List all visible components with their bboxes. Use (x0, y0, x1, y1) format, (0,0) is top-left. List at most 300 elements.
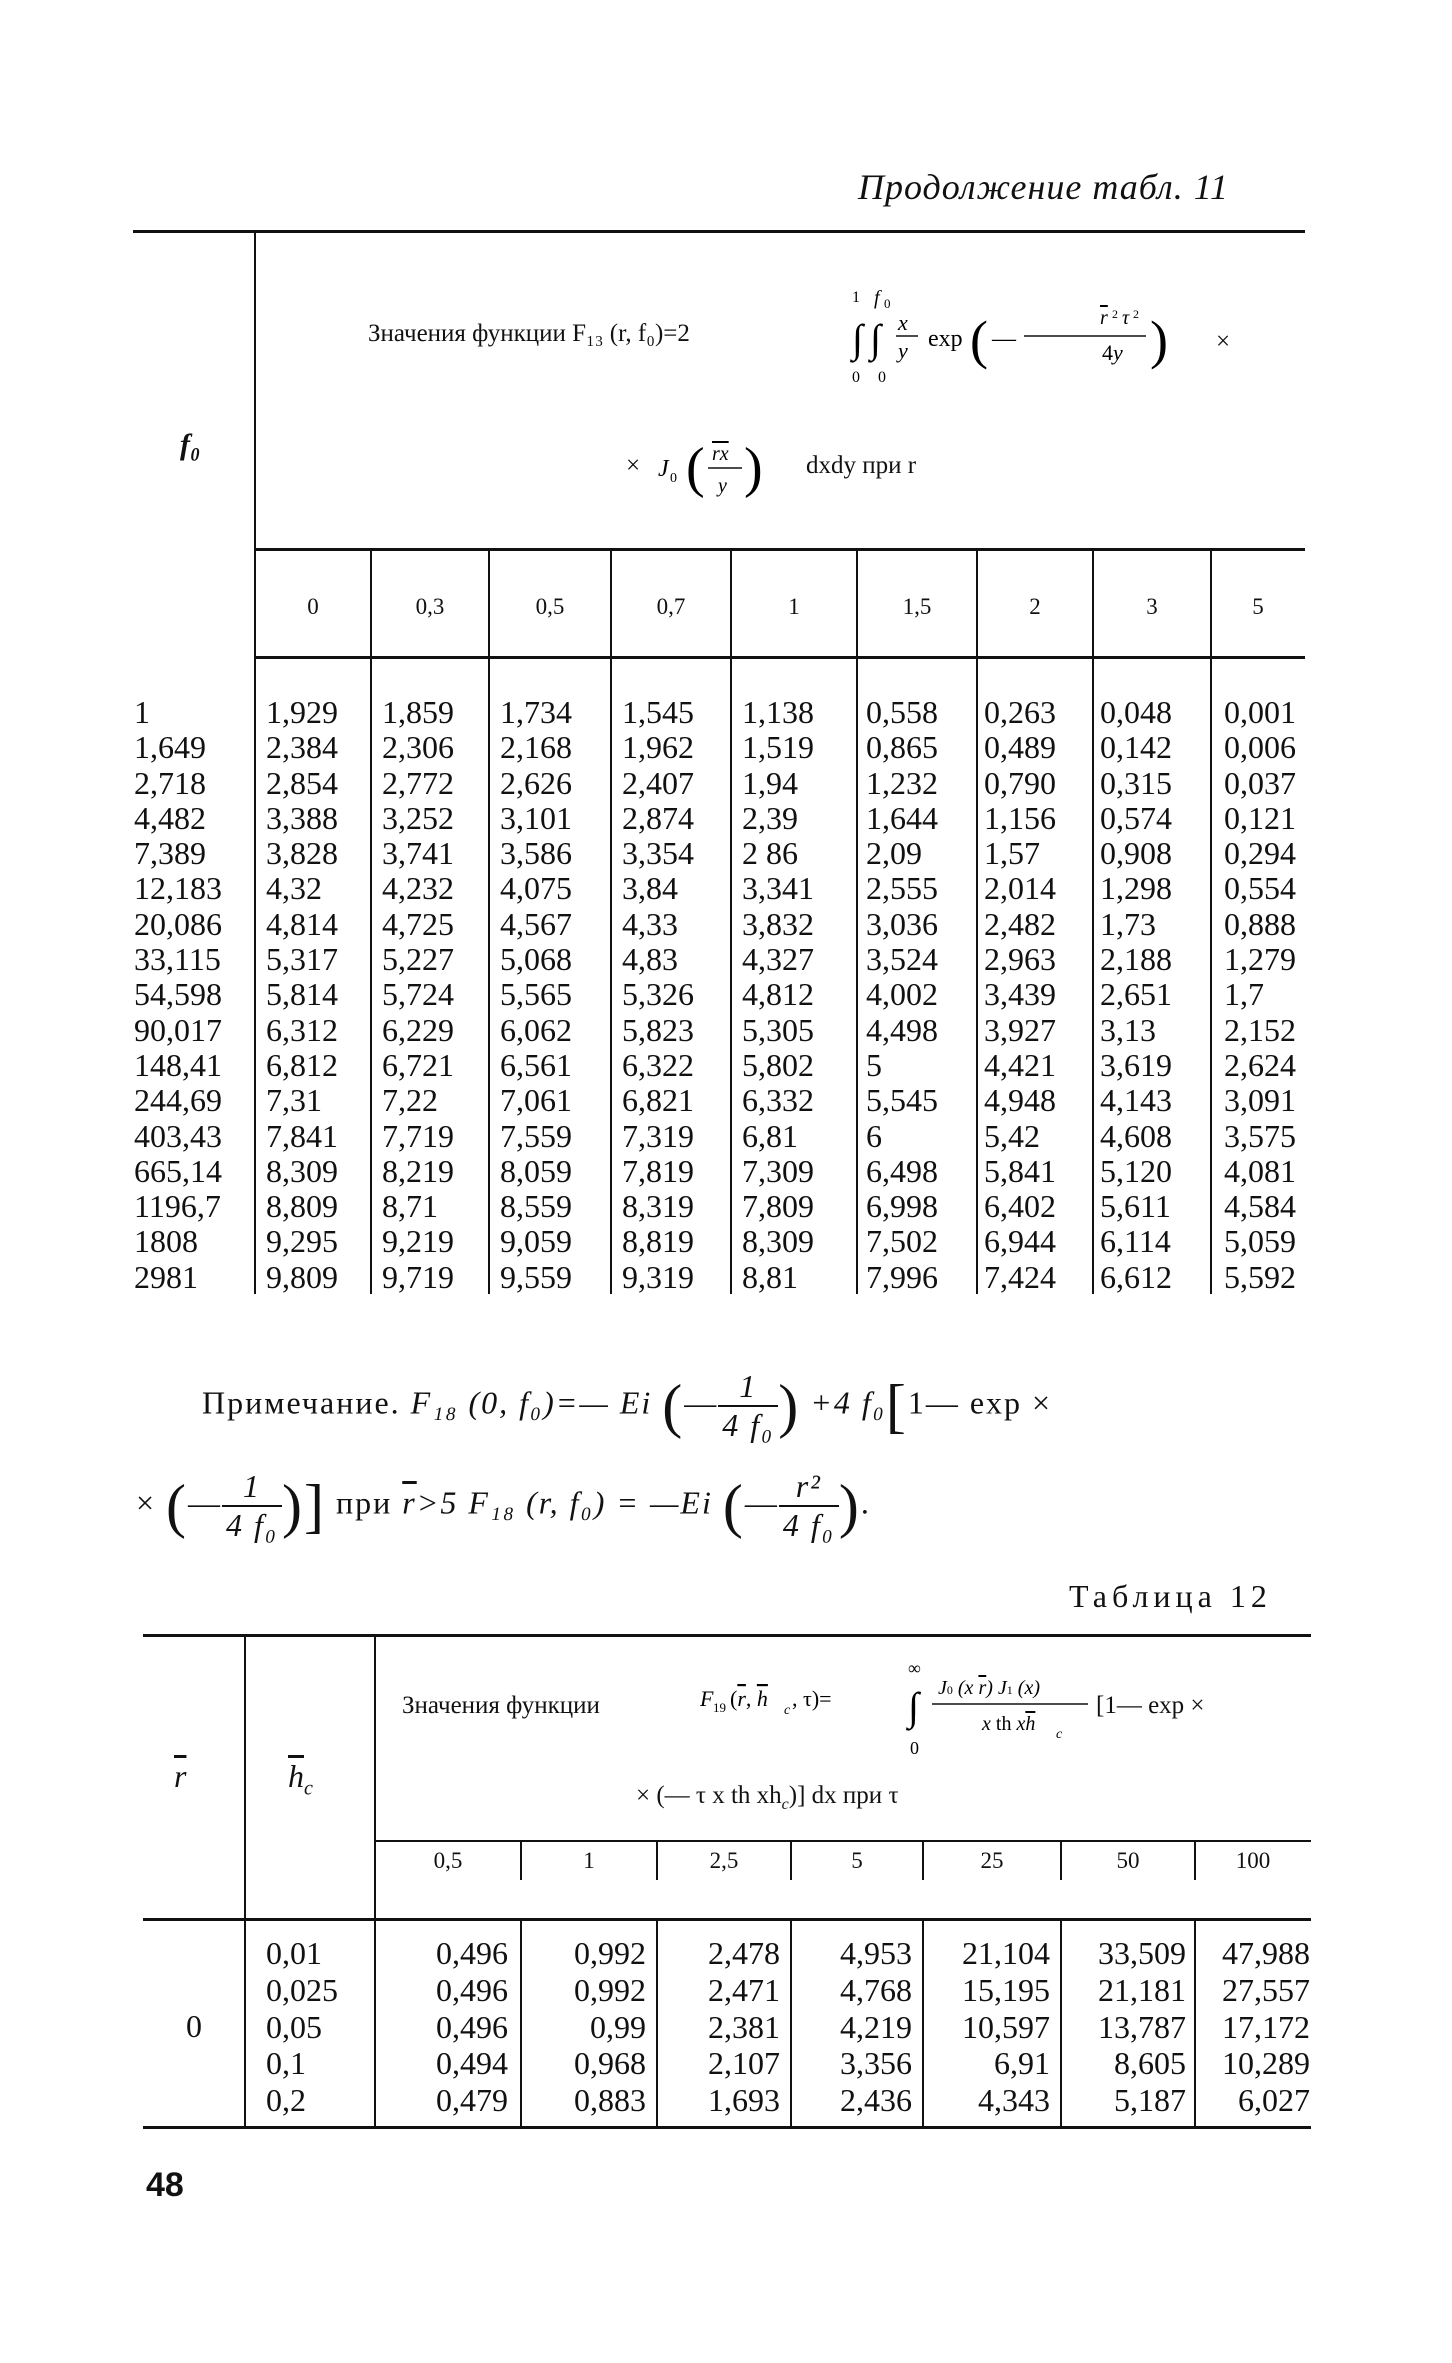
table12-top-rule (143, 1634, 1311, 1637)
table11-cell: 6,229 (382, 1011, 454, 1048)
table11-cell: 2,014 (984, 870, 1056, 907)
table12-cell: 10,597 (962, 2008, 1050, 2045)
table12-cell: 13,787 (1098, 2008, 1186, 2045)
table11-cell: 3,341 (742, 870, 814, 907)
table11-cell: 7,22 (382, 1082, 438, 1119)
table11-header-text: Значения функции F₁₃ (r, f₀)=2 (368, 320, 690, 347)
table11-f0-cell: 4,482 (134, 799, 206, 836)
table11-cell: 6,612 (1100, 1258, 1172, 1295)
note-fraction-3: $\frac{\text{r²}}{\text{4 f₀}}$ (779, 1468, 839, 1544)
table11-cell: 9,809 (266, 1258, 338, 1295)
table11-cell: 6,498 (866, 1152, 938, 1189)
table11-cell: 9,319 (622, 1258, 694, 1295)
svg-text:(r, h: (r, h (730, 1686, 768, 1711)
table11-cell: 5,802 (742, 1046, 814, 1083)
table12-col-header: 25 (980, 1848, 1004, 1873)
table11-cell: 3,586 (500, 835, 572, 872)
svg-text:c: c (1056, 1727, 1063, 1742)
svg-text:0: 0 (878, 369, 886, 386)
table11-f0-cell: 2981 (134, 1258, 198, 1295)
table11-cell: 1,644 (866, 799, 938, 836)
table11-cell: 4,498 (866, 1011, 938, 1048)
table11-cell: 6,062 (500, 1011, 572, 1048)
table11-cell: 5,724 (382, 976, 454, 1013)
table12-cell: 0,992 (574, 1971, 646, 2008)
table12-cell: 1,693 (708, 2082, 780, 2119)
table11-column (382, 695, 454, 1295)
table12-cell: 3,356 (840, 2045, 912, 2082)
table11-cell: 4,327 (742, 941, 814, 978)
table11-cell: 6,944 (984, 1223, 1056, 1260)
table11-cell: 9,219 (382, 1223, 454, 1260)
table11-cell: 5,823 (622, 1011, 694, 1048)
table12-cell: 4,219 (840, 2008, 912, 2045)
table11-cell: 1,279 (1224, 941, 1296, 978)
table11-cell: 7,819 (622, 1152, 694, 1189)
table11-f0-cell: 54,598 (134, 976, 222, 1013)
table11-cell: 8,81 (742, 1258, 798, 1295)
table12-cell: 0,99 (590, 2008, 646, 2045)
table12-header-line1-tail: [1— exp × (1096, 1692, 1205, 1719)
table11-col-header: 3 (1146, 594, 1158, 619)
table11-cell: 3,101 (500, 799, 572, 836)
table12-cell: 17,172 (1222, 2008, 1310, 2045)
svg-text:rx: rx (712, 443, 729, 465)
table11-cell: 5,565 (500, 976, 572, 1013)
table11-cell: 7,559 (500, 1117, 572, 1154)
table11-cell: 1,734 (500, 694, 572, 730)
table11-cell: 2,854 (266, 764, 338, 801)
table11-cell: 3,828 (266, 835, 338, 872)
table12-cell: 0,496 (436, 1935, 508, 1971)
table12-column (658, 1935, 780, 2119)
table11-cell: 0,001 (1224, 694, 1296, 730)
table12-cell: 5,187 (1114, 2082, 1186, 2119)
table11-column (866, 695, 938, 1295)
table11-cell: 6,312 (266, 1011, 338, 1048)
table12-cell: 0,496 (436, 2008, 508, 2045)
table11-cell: 3,84 (622, 870, 678, 907)
table12-header-line1: Значения функции (402, 1692, 600, 1719)
table12-cell: 2,478 (708, 1935, 780, 1971)
table12-cell: 8,605 (1114, 2045, 1186, 2082)
table12-r-value: 0 (186, 2008, 202, 2044)
table11-f0-cell: 244,69 (134, 1082, 222, 1119)
table12-column (792, 1935, 912, 2119)
table11-cell: 1,94 (742, 764, 798, 801)
table11-cell: 3,439 (984, 976, 1056, 1013)
svg-text:2: 2 (1133, 307, 1139, 321)
note-text-e: >5 F₁₈ (r, f₀) = —Ei (416, 1484, 713, 1521)
note-text-d: при (336, 1484, 393, 1521)
table11-cell: 2,407 (622, 764, 694, 801)
table11-header-bessel-svg (656, 424, 806, 514)
table11-f0-cell: 1 (134, 694, 150, 730)
table11-f0-cell: 665,14 (134, 1152, 222, 1189)
table12-cell: 27,557 (1222, 1971, 1310, 2008)
table11-cell: 4,32 (266, 870, 322, 907)
table12-hc-cell: 0,1 (266, 2045, 306, 2082)
svg-text:c: c (784, 1703, 791, 1718)
table11-f0-cell: 1196,7 (134, 1188, 221, 1225)
table11-cell: 4,948 (984, 1082, 1056, 1119)
table11-cell: 4,83 (622, 941, 678, 978)
svg-text:f: f (874, 287, 880, 309)
svg-text:1: 1 (852, 289, 860, 306)
svg-text:(: ( (686, 437, 705, 499)
table11-cell: 1,519 (742, 729, 814, 766)
table11-cell: 2,168 (500, 729, 572, 766)
svg-text:τ: τ (1122, 307, 1130, 329)
table12-cell: 21,104 (962, 1935, 1050, 1971)
table11-col-header: 2 (1029, 594, 1041, 619)
table11-cell: 7,841 (266, 1117, 338, 1154)
note-fraction-2: $\frac{1}{\text{4 f₀}}$ (222, 1468, 282, 1544)
table11-cell: 6 (866, 1117, 882, 1154)
table12-cell: 4,343 (978, 2082, 1050, 2119)
svg-text:0: 0 (852, 369, 860, 386)
svg-text:∞: ∞ (908, 1658, 921, 1678)
note-line2: × (— $\frac{1}{\text{4 f₀}}$ )] при $\overline{r}>5$ F₁₈ (r, f₀) = —Ei (— $\frac{\text{r²}}{\text{4 f₀}}$ ). (136, 1468, 871, 1543)
table11-cell: 2,772 (382, 764, 454, 801)
table12-column (924, 1935, 1050, 2119)
note-label: Примечание. (202, 1384, 401, 1421)
svg-text:19: 19 (713, 1700, 726, 1715)
table12-cell: 0,479 (436, 2082, 508, 2119)
table12-cell: 2,381 (708, 2008, 780, 2045)
table12-hc-column (266, 1935, 338, 2119)
table11-header-integral-svg (850, 282, 1240, 392)
table11-cell: 2,626 (500, 764, 572, 801)
table12-header-rule (376, 1840, 1311, 1842)
svg-text:y: y (718, 475, 727, 497)
svg-text:x: x (898, 310, 908, 335)
table11-column (984, 695, 1056, 1295)
table12-column (378, 1935, 508, 2119)
table12-hc-cell: 0,01 (266, 1935, 322, 1971)
note-text-b: +4 f₀ (810, 1384, 886, 1421)
table11-cell: 2,306 (382, 729, 454, 766)
table11-cell: 4,608 (1100, 1117, 1172, 1154)
table11-cell: 0,315 (1100, 764, 1172, 801)
table12-cell: 10,289 (1222, 2045, 1310, 2082)
table11-cell: 9,295 (266, 1223, 338, 1260)
table11-cell: 4,812 (742, 976, 814, 1013)
table11-header-line2-prefix: × (626, 452, 641, 479)
table11-f0-label: f₀ (180, 428, 201, 461)
table11-cell: 4,421 (984, 1046, 1056, 1083)
table11-cell: 5,317 (266, 941, 338, 978)
table11-cell: 0,558 (866, 694, 938, 730)
table11-cell: 3,13 (1100, 1011, 1156, 1048)
table11-cell: 2,152 (1224, 1011, 1296, 1048)
table11-cell: 6,812 (266, 1046, 338, 1083)
table11-cell: 1,962 (622, 729, 694, 766)
table11-cell: 8,319 (622, 1188, 694, 1225)
svg-text:J0 (x r) J1 (x): J0 (x r) J1 (x) (938, 1677, 1040, 1699)
svg-text:0: 0 (670, 471, 677, 486)
table12-col-header: 100 (1235, 1848, 1271, 1873)
table11-col-header: 1 (788, 594, 800, 619)
table12-cell: 0,494 (436, 2045, 508, 2082)
svg-text:∫: ∫ (908, 1684, 919, 1729)
table11-cell: 4,075 (500, 870, 572, 907)
table11-cell: 7,502 (866, 1223, 938, 1260)
svg-text:—: — (992, 326, 1016, 352)
table11-cell: 7,424 (984, 1258, 1056, 1295)
table11-cell: 7,319 (622, 1117, 694, 1154)
table11-cell: 0,006 (1224, 729, 1296, 766)
table12-col-header: 5 (851, 1848, 863, 1873)
table11-column (1224, 695, 1296, 1295)
table11-cell: 3,091 (1224, 1082, 1296, 1119)
table11-f0-cell: 12,183 (134, 870, 222, 907)
table12-col-header: 0,5 (433, 1848, 463, 1873)
table12-cell: 21,181 (1098, 1971, 1186, 2008)
table11-cell: 0,790 (984, 764, 1056, 801)
table11-column (742, 695, 814, 1295)
note-text-c: 1— exp × (907, 1384, 1053, 1421)
table11-cell: 0,294 (1224, 835, 1296, 872)
svg-text:0: 0 (910, 1738, 919, 1758)
table11-cell: 8,819 (622, 1223, 694, 1260)
table11-cell: 5,068 (500, 941, 572, 978)
table12-column (522, 1935, 646, 2119)
table11-f0-cell: 20,086 (134, 905, 222, 942)
table12-col-hc: $\overline{h}_c$ (288, 1758, 313, 1800)
table11-column (622, 695, 694, 1295)
table12-header-integral-svg (700, 1654, 1160, 1774)
table11-cell: 1,138 (742, 694, 814, 730)
table11-cell: 2,874 (622, 799, 694, 836)
table11-cell: 3,832 (742, 905, 814, 942)
table12-cell: 6,91 (994, 2045, 1050, 2082)
table11-cell: 0,048 (1100, 694, 1172, 730)
table11-cell: 0,865 (866, 729, 938, 766)
table12-cell: 2,436 (840, 2082, 912, 2119)
table11-cell: 7,719 (382, 1117, 454, 1154)
table11-cell: 7,31 (266, 1082, 322, 1119)
table11-cell: 2,188 (1100, 941, 1172, 978)
table11-cell: 8,219 (382, 1152, 454, 1189)
table11-cell: 4,725 (382, 905, 454, 942)
table12-cell: 33,509 (1098, 1935, 1186, 1971)
note-text-a: F₁₈ (0, f₀)=— Ei (410, 1384, 653, 1421)
table11-f0-cell: 7,389 (134, 835, 206, 872)
table11-cell: 6,561 (500, 1046, 572, 1083)
svg-text:): ) (744, 437, 763, 499)
svg-text:(: ( (970, 310, 988, 370)
table12-cell: 47,988 (1222, 1935, 1310, 1971)
table11-f0-cell: 148,41 (134, 1046, 222, 1083)
table11-col-header: 0,5 (535, 594, 565, 619)
table11-cell: 6,332 (742, 1082, 814, 1119)
table11-f0-cell: 90,017 (134, 1011, 222, 1048)
table11-header-rule (256, 548, 1305, 551)
table11-cell: 5 (866, 1046, 882, 1083)
table11-col-header: 0,7 (656, 594, 686, 619)
table11-cell: 6,114 (1100, 1223, 1171, 1260)
table12-hc-cell: 0,025 (266, 1971, 338, 2008)
table12-bottom-rule (143, 2126, 1311, 2129)
table11-cell: 2,384 (266, 729, 338, 766)
table11-cell: 0,489 (984, 729, 1056, 766)
table11-cell: 7,061 (500, 1082, 572, 1119)
table11-cell: 5,592 (1224, 1258, 1296, 1295)
svg-text:r: r (1100, 307, 1108, 329)
table11-cell: 4,814 (266, 905, 338, 942)
svg-text:∫: ∫ (870, 316, 881, 361)
table12-cell: 0,883 (574, 2082, 646, 2119)
table12-hc-cell: 0,05 (266, 2008, 322, 2045)
table11-cell: 5,814 (266, 976, 338, 1013)
table11-cell: 8,309 (742, 1223, 814, 1260)
table12-col-header: 1 (583, 1848, 595, 1873)
table11-data-rule (256, 656, 1305, 659)
table11-cell: 0,908 (1100, 835, 1172, 872)
svg-text:4y: 4y (1102, 340, 1123, 365)
table11-cell: 6,322 (622, 1046, 694, 1083)
table12-cell: 0,496 (436, 1971, 508, 2008)
table11-cell: 7,309 (742, 1152, 814, 1189)
table11-cell: 8,059 (500, 1152, 572, 1189)
svg-text:∫: ∫ (852, 316, 863, 361)
table12-cell: 0,992 (574, 1935, 646, 1971)
table11-cell: 5,841 (984, 1152, 1056, 1189)
continuation-title: Продолжение табл. 11 (858, 167, 1230, 207)
table11-cell: 3,524 (866, 941, 938, 978)
table11-cell: 3,741 (382, 835, 454, 872)
table11-cell: 3,619 (1100, 1046, 1172, 1083)
table11-cell: 0,554 (1224, 870, 1296, 907)
table11-cell: 1,545 (622, 694, 694, 730)
table11-cell: 0,263 (984, 694, 1056, 730)
table11-top-rule (133, 230, 1305, 233)
table11-cell: 4,33 (622, 905, 678, 942)
table11-cell: 7,996 (866, 1258, 938, 1295)
note-fraction-1: $\frac{1}{\text{4 f₀}}$ (718, 1368, 778, 1444)
table12-col-r: $\overline{r}$ (174, 1758, 187, 1794)
table12-cell: 6,027 (1238, 2082, 1310, 2119)
svg-text:y: y (898, 338, 908, 363)
table11-cell: 7,809 (742, 1188, 814, 1225)
table11-f0-cell: 2,718 (134, 764, 206, 801)
table12-title: Таблица 12 (1069, 1578, 1272, 1614)
note-line1: Примечание. F₁₈ (0, f₀)=— Ei (— $\frac{1}{\text{4 f₀}}$ ) +4 f₀[1— exp × (202, 1368, 1053, 1443)
table11-f0-cell: 1808 (134, 1223, 198, 1260)
svg-text:2: 2 (1112, 307, 1118, 321)
table11-col-header: 0,3 (415, 594, 445, 619)
table11-cell: 2,651 (1100, 976, 1172, 1013)
table12-data-rule (143, 1918, 1311, 1921)
table11-cell: 0,037 (1224, 764, 1296, 801)
table11-cell: 0,888 (1224, 905, 1296, 942)
table12-cell: 2,107 (708, 2045, 780, 2082)
table11-header-line1 (368, 320, 690, 348)
svg-text:F: F (700, 1686, 714, 1711)
table11-cell: 8,559 (500, 1188, 572, 1225)
table11-cell: 1,232 (866, 764, 938, 801)
table11-cell: 3,575 (1224, 1117, 1296, 1154)
table11-cell: 1,298 (1100, 870, 1172, 907)
table11-cell: 5,42 (984, 1117, 1040, 1154)
table11-cell: 4,584 (1224, 1188, 1296, 1225)
table11-cell: 2,555 (866, 870, 938, 907)
table11-cell: 6,81 (742, 1117, 798, 1154)
table11-cell: 9,559 (500, 1258, 572, 1295)
table12-column (1196, 1935, 1310, 2119)
table11-cell: 6,998 (866, 1188, 938, 1225)
table11-col-header: 5 (1252, 594, 1264, 619)
table11-cell: 4,232 (382, 870, 454, 907)
table11-cell: 2,624 (1224, 1046, 1296, 1083)
table11-cell: 2,09 (866, 835, 922, 872)
table11-cell: 3,388 (266, 799, 338, 836)
table11-cell: 3,927 (984, 1011, 1056, 1048)
svg-text:0: 0 (884, 296, 891, 311)
table11-cell: 4,567 (500, 905, 572, 942)
table11-col-header: 0 (307, 594, 319, 619)
table11-cell: 1,73 (1100, 905, 1156, 942)
table11-cell: 1,156 (984, 799, 1056, 836)
table11-cell: 2 86 (742, 835, 798, 872)
table11-cell: 4,143 (1100, 1082, 1172, 1119)
table11-cell: 5,611 (1100, 1188, 1171, 1225)
table11-cell: 5,326 (622, 976, 694, 1013)
table11-cell: 0,121 (1224, 799, 1296, 836)
table11-cell: 8,809 (266, 1188, 338, 1225)
table12-cell: 4,768 (840, 1971, 912, 2008)
svg-text:): ) (1150, 310, 1168, 370)
table11-cell: 5,059 (1224, 1223, 1296, 1260)
table11-cell: 1,859 (382, 694, 454, 730)
table12-cell: 4,953 (840, 1935, 912, 1971)
table11-cell: 4,081 (1224, 1152, 1296, 1189)
table11-cell: 3,036 (866, 905, 938, 942)
table11-cell: 3,354 (622, 835, 694, 872)
table12-header-line2: × (— τ x th $xh_c$)] dx при τ (636, 1782, 899, 1813)
table11-column (266, 695, 338, 1295)
table11-f0-cell: 33,115 (134, 941, 221, 978)
table11-cell: 6,402 (984, 1188, 1056, 1225)
table11-cell: 5,227 (382, 941, 454, 978)
table11-cell: 1,57 (984, 835, 1040, 872)
table11-cell: 9,059 (500, 1223, 572, 1260)
table11-cell: 8,309 (266, 1152, 338, 1189)
table11-cell: 0,574 (1100, 799, 1172, 836)
table11-column (500, 695, 572, 1295)
table12-cell: 15,195 (962, 1971, 1050, 2008)
table11-cell: 6,821 (622, 1082, 694, 1119)
table11-fcol-divider (254, 232, 256, 1294)
table11-cell: 1,929 (266, 694, 338, 730)
table11-cell: 6,721 (382, 1046, 454, 1083)
table12-hc-cell: 0,2 (266, 2082, 306, 2119)
svg-text:, τ)=: , τ)= (792, 1686, 832, 1711)
table12-cell: 2,471 (708, 1971, 780, 2008)
table11-col-header: 1,5 (902, 594, 932, 619)
svg-text:x th xh: x th xh (982, 1713, 1036, 1735)
table12-col-header: 50 (1116, 1848, 1140, 1873)
table11-column (1100, 695, 1172, 1295)
table11-cell: 1,7 (1224, 976, 1264, 1013)
table11-cell: 9,719 (382, 1258, 454, 1295)
table11-cell: 2,963 (984, 941, 1056, 978)
table11-cell: 2,482 (984, 905, 1056, 942)
table11-cell: 4,002 (866, 976, 938, 1013)
page-number: 48 (146, 2166, 184, 2204)
table11-cell: 3,252 (382, 799, 454, 836)
